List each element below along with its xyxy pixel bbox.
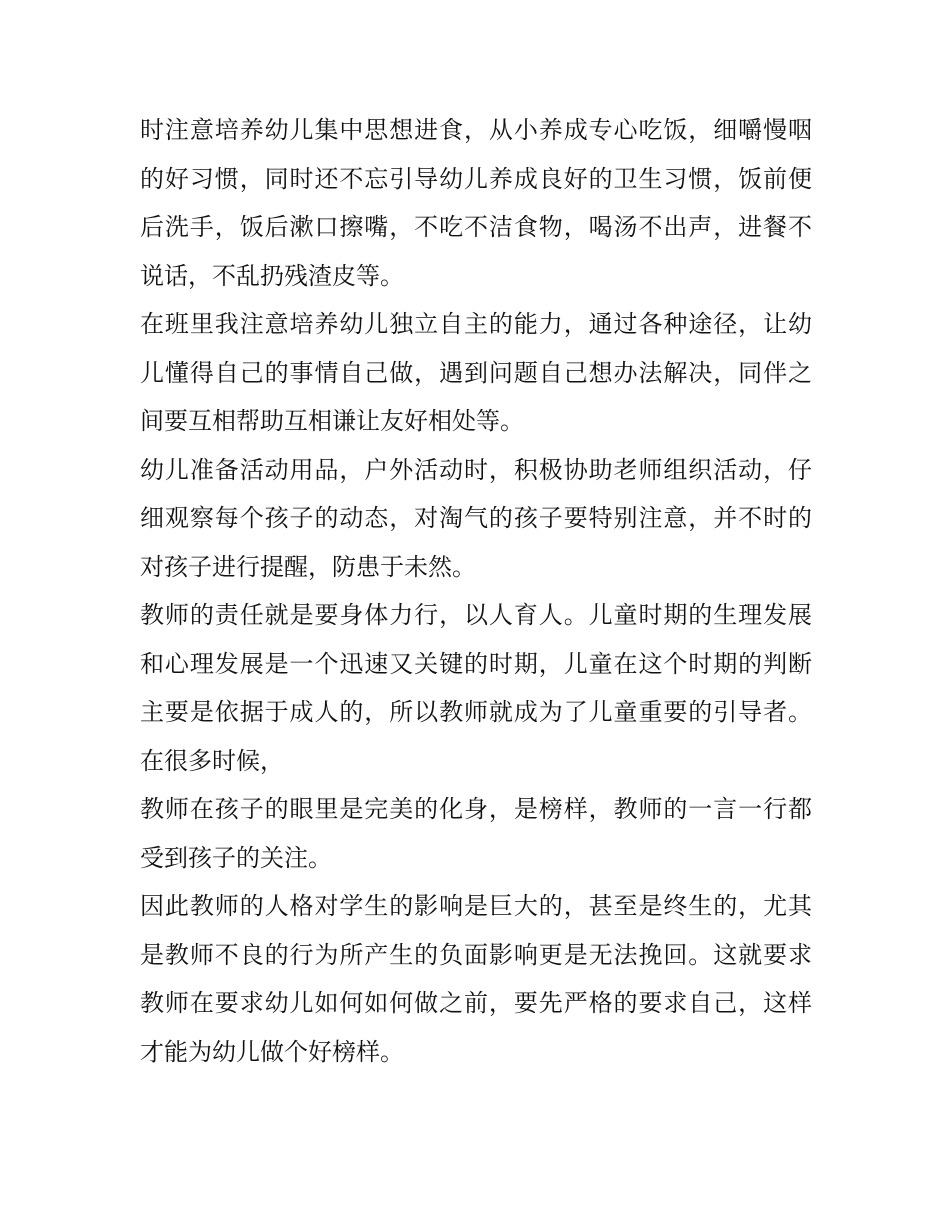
text-line: 教师在要求幼儿如何如何做之前，要先严格的要求自己，这样 — [140, 989, 812, 1017]
text-line: 教师在孩子的眼里是完美的化身，是榜样，教师的一言一行都 — [140, 795, 812, 823]
text-line: 儿懂得自己的事情自己做，遇到问题自己想办法解决，同伴之 — [140, 358, 812, 387]
text-line: 对孩子进行提醒，防患于未然。 — [140, 552, 476, 581]
text-line: 才能为幼儿做个好榜样。 — [140, 1037, 404, 1066]
text-line: 细观察每个孩子的动态，对淘气的孩子要特别注意，并不时的 — [140, 504, 812, 532]
text-line: 后洗手，饭后漱口擦嘴，不吃不洁食物，喝汤不出声，进餐不 — [140, 213, 812, 241]
text-line: 在班里我注意培养幼儿独立自主的能力，通过各种途径，让幼 — [140, 310, 812, 338]
text-line: 是教师不良的行为所产生的负面影响更是无法挽回。这就要求 — [140, 940, 812, 969]
text-line: 说话，不乱扔残渣皮等。 — [140, 261, 404, 290]
text-line: 时注意培养幼儿集中思想进食，从小养成专心吃饭，细嚼慢咽 — [140, 116, 812, 144]
text-line: 和心理发展是一个迅速又关键的时期，儿童在这个时期的判断 — [140, 649, 812, 678]
text-line: 幼儿准备活动用品，户外活动时，积极协助老师组织活动，仔 — [140, 455, 812, 484]
text-line: 在很多时候， — [140, 746, 284, 775]
text-line: 受到孩子的关注。 — [140, 843, 332, 872]
text-line: 主要是依据于成人的，所以教师就成为了儿童重要的引导者。 — [140, 698, 812, 726]
text-line: 的好习惯，同时还不忘引导幼儿养成良好的卫生习惯，饭前便 — [140, 164, 812, 193]
text-line: 间要互相帮助互相谦让友好相处等。 — [140, 407, 524, 435]
document-body — [140, 106, 812, 1076]
text-line: 因此教师的人格对学生的影响是巨大的，甚至是终生的，尤其 — [140, 892, 812, 920]
text-line: 教师的责任就是要身体力行，以人育人。儿童时期的生理发展 — [140, 601, 812, 629]
